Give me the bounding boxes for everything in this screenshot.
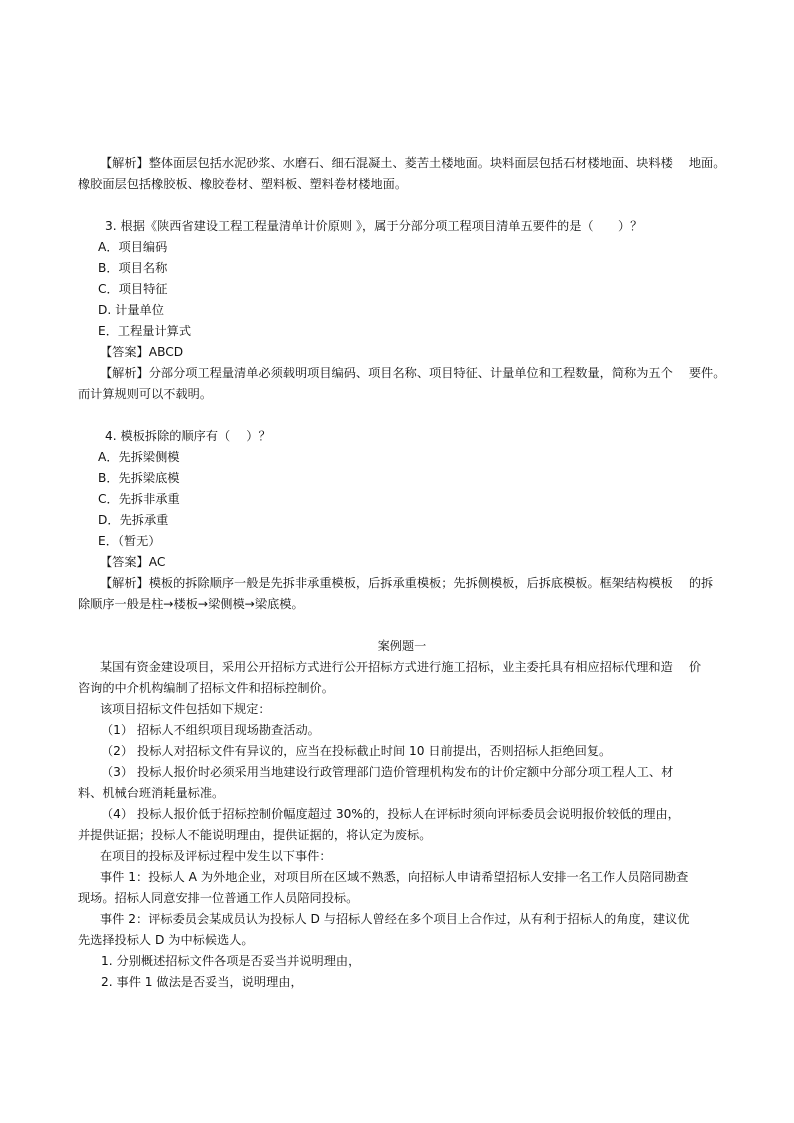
case-question-2: 2. 事件 1 做法是否妥当，说明理由，	[101, 975, 303, 989]
case-study	[78, 636, 726, 993]
case-rule-4-line2: 并提供证据；投标人不能说明理由，提供证据的，将认定为废标。	[78, 828, 432, 842]
analysis-top-line1: 【解析】整体面层包括水泥砂浆、水磨石、细石混凝土、菱苦土楼地面。块料面层包括石材楼地面、块料楼 地面。	[100, 156, 726, 170]
question-4-option-e: E．（暂无）	[98, 534, 161, 548]
question-4	[78, 426, 726, 615]
case-rule-3-line2: 料、机械台班消耗量标准。	[78, 786, 225, 800]
question-4-text: 4. 模板拆除的顺序有（ ）？	[105, 429, 271, 443]
case-rule-4-line1: （4） 投标人报价低于招标控制价幅度超过 30%的，投标人在评标时须向评标委员会说明报价较低的理由，	[101, 807, 680, 821]
question-3-text: 3. 根据《陕西省建设工程工程量清单计价原则 》，属于分部分项工程项目清单五要件的是（ ）？	[105, 219, 643, 233]
question-3-option-d: D. 计量单位	[98, 303, 164, 317]
question-3-option-e: E．工程量计算式	[98, 324, 192, 338]
question-3-answer: 【答案】ABCD	[100, 345, 184, 359]
question-3-analysis-line1: 【解析】分部分项工程量清单必须载明项目编码、项目名称、项目特征、计量单位和工程数量，简称为五个 要件。	[100, 366, 726, 380]
question-4-option-c: C．先拆非承重	[98, 492, 180, 506]
document-content	[78, 153, 726, 993]
question-3-option-b: B．项目名称	[98, 261, 168, 275]
question-4-analysis-line1: 【解析】模板的拆除顺序一般是先拆非承重模板，后拆承重模板；先拆侧模板，后拆底模板。框架结构模板 的拆	[100, 576, 714, 590]
case-rule-2: （2） 投标人对招标文件有异议的，应当在投标截止时间 10 日前提出，否则招标人拒绝回复。	[101, 744, 612, 758]
question-3	[78, 216, 726, 405]
case-rules-intro: 该项目招标文件包括如下规定：	[100, 702, 271, 716]
case-intro-line1: 某国有资金建设项目，采用公开招标方式进行公开招标方式进行施工招标，业主委托具有相应招标代理和造 价	[100, 660, 702, 674]
case-event-1-line1: 事件 1：投标人 A 为外地企业，对项目所在区域不熟悉，向招标人申请希望招标人安排一名工作人员陪同勘查	[100, 870, 689, 884]
case-intro-line2: 咨询的中介机构编制了招标文件和招标控制价。	[78, 681, 334, 695]
question-4-option-b: B．先拆梁底模	[98, 471, 180, 485]
question-4-option-d: D．先拆承重	[98, 513, 169, 527]
question-3-option-c: C．项目特征	[98, 282, 168, 296]
case-event-1-line2: 现场。招标人同意安排一位普通工作人员陪同投标。	[78, 891, 359, 905]
case-title: 案例题一	[377, 639, 427, 653]
case-events-intro: 在项目的投标及评标过程中发生以下事件：	[100, 849, 332, 863]
question-3-analysis-line2: 而计算规则可以不载明。	[78, 387, 213, 401]
question-4-option-a: A．先拆梁侧模	[98, 450, 180, 464]
case-rule-3-line1: （3） 投标人报价时必须采用当地建设行政管理部门造价管理机构发布的计价定额中分部分项工程人工、材	[101, 765, 674, 779]
question-4-analysis-line2: 除顺序一般是柱→楼板→梁侧模→梁底模。	[78, 597, 304, 611]
analysis-top-line2: 橡胶面层包括橡胶板、橡胶卷材、塑料板、塑料卷材楼地面。	[78, 177, 408, 191]
question-4-answer: 【答案】AC	[100, 555, 166, 569]
case-event-2-line1: 事件 2：评标委员会某成员认为投标人 D 与招标人曾经在多个项目上合作过，从有利于招标人的角度，建议优	[100, 912, 690, 926]
case-question-1: 1. 分别概述招标文件各项是否妥当并说明理由，	[101, 954, 361, 968]
case-event-2-line2: 先选择投标人 D 为中标候选人。	[78, 933, 254, 947]
question-3-option-a: A．项目编码	[98, 240, 168, 254]
case-rule-1: （1） 招标人不组织项目现场勘查活动。	[101, 723, 320, 737]
